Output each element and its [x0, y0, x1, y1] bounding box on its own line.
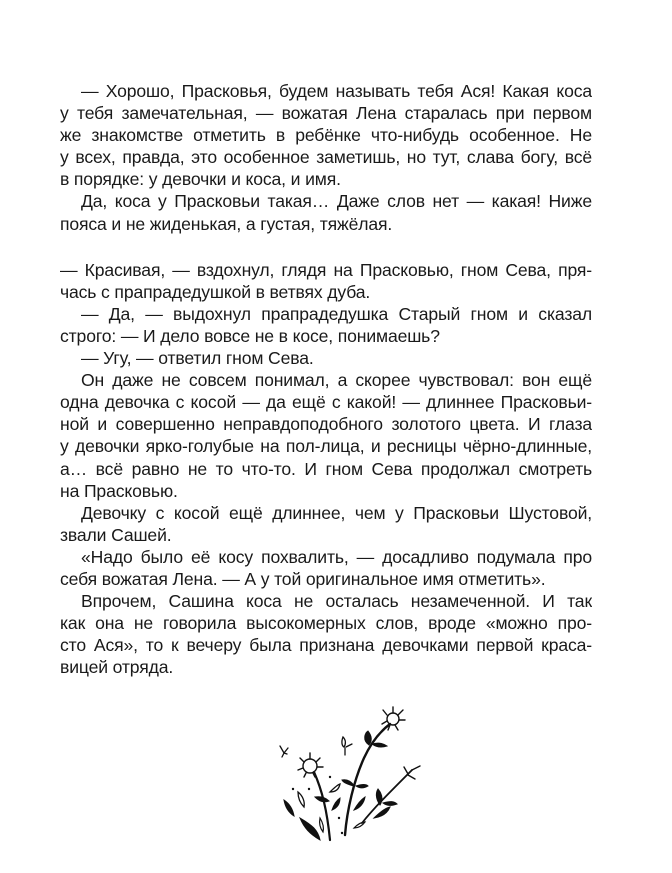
- wildflowers-illustration: [262, 700, 442, 873]
- text-line: Он даже не совсем понимал, а скорее чувствовал: вон ещё: [81, 370, 592, 391]
- paragraph: [60, 190, 592, 234]
- text-line: у тебя замечательная, — вожатая Лена старалась при первом: [60, 103, 592, 124]
- text-line: звали Сашей.: [60, 524, 172, 545]
- paragraph: [60, 80, 592, 190]
- text-line: — Угу, — ответил гном Сева.: [81, 348, 314, 369]
- text-line: как она не говорила высокомерных слов, вроде «можно про-: [60, 613, 592, 634]
- text-line: сто Ася», то к вечеру была признана девочками первой краса-: [60, 635, 592, 656]
- text-line: одна девочка с косой — да ещё с какой! — длиннее Прасковьи-: [60, 392, 592, 413]
- text-line: вицей отряда.: [60, 657, 174, 678]
- text-line: у всех, правда, это особенное заметишь, но тут, слава богу, всё: [60, 147, 592, 168]
- text-line: «Надо было её косу похвалить, — досадливо подумала про: [81, 546, 592, 567]
- left-flower-head-icon: [298, 753, 323, 777]
- text-line: Да, коса у Прасковьи такая… Даже слов нет — какая! Ниже: [81, 191, 592, 212]
- text-line: — Красивая, — вздохнул, глядя на Прасковью, гном Сева, пря-: [60, 259, 592, 280]
- paragraph: [60, 259, 592, 303]
- right-branch-stem: [362, 770, 412, 823]
- text-line: в порядке: у девочки и коса, и имя.: [60, 169, 341, 190]
- book-page-text: [60, 80, 592, 678]
- text-line: Девочку с косой ещё длиннее, чем у Прасковьи Шустовой,: [81, 502, 592, 523]
- insect-icon: [342, 737, 352, 755]
- text-line: Впрочем, Сашина коса не осталась незамеченной. И так: [81, 591, 592, 612]
- paragraph: [60, 369, 592, 502]
- text-line: строго: — И дело вовсе не в косе, понимаешь?: [60, 325, 440, 346]
- text-line: чась с прапрадедушкой в ветвях дуба.: [60, 281, 371, 302]
- section-gap: [60, 235, 592, 259]
- text-line: на Прасковью.: [60, 480, 178, 501]
- text-line: а… всё равно не то что-то. И гном Сева продолжал смотреть: [60, 458, 592, 479]
- text-line: — Хорошо, Прасковья, будем называть тебя Ася! Какая коса: [81, 81, 592, 101]
- paragraph: [60, 546, 592, 590]
- insect-icon: [280, 746, 288, 757]
- text-line: себя вожатая Лена. — А у той оригинальное имя отметить».: [60, 568, 546, 589]
- paragraph: [60, 303, 592, 347]
- paragraph: [60, 502, 592, 546]
- text-line: — Да, — выдохнул прапрадедушка Старый гном и сказал: [81, 303, 592, 324]
- paragraph: [60, 590, 592, 678]
- text-line: же знакомстве отметить в ребёнке что-нибудь особенное. Не: [60, 125, 592, 146]
- text-line: у девочки ярко-голубые на пол-лица, и ресницы чёрно-длинные,: [60, 436, 592, 457]
- paragraph: [60, 347, 592, 369]
- text-line: ной и совершенно неправдоподобного золотого цвета. И глаза: [60, 414, 592, 435]
- text-line: пояса и не жиденькая, а густая, тяжёлая.: [60, 213, 393, 234]
